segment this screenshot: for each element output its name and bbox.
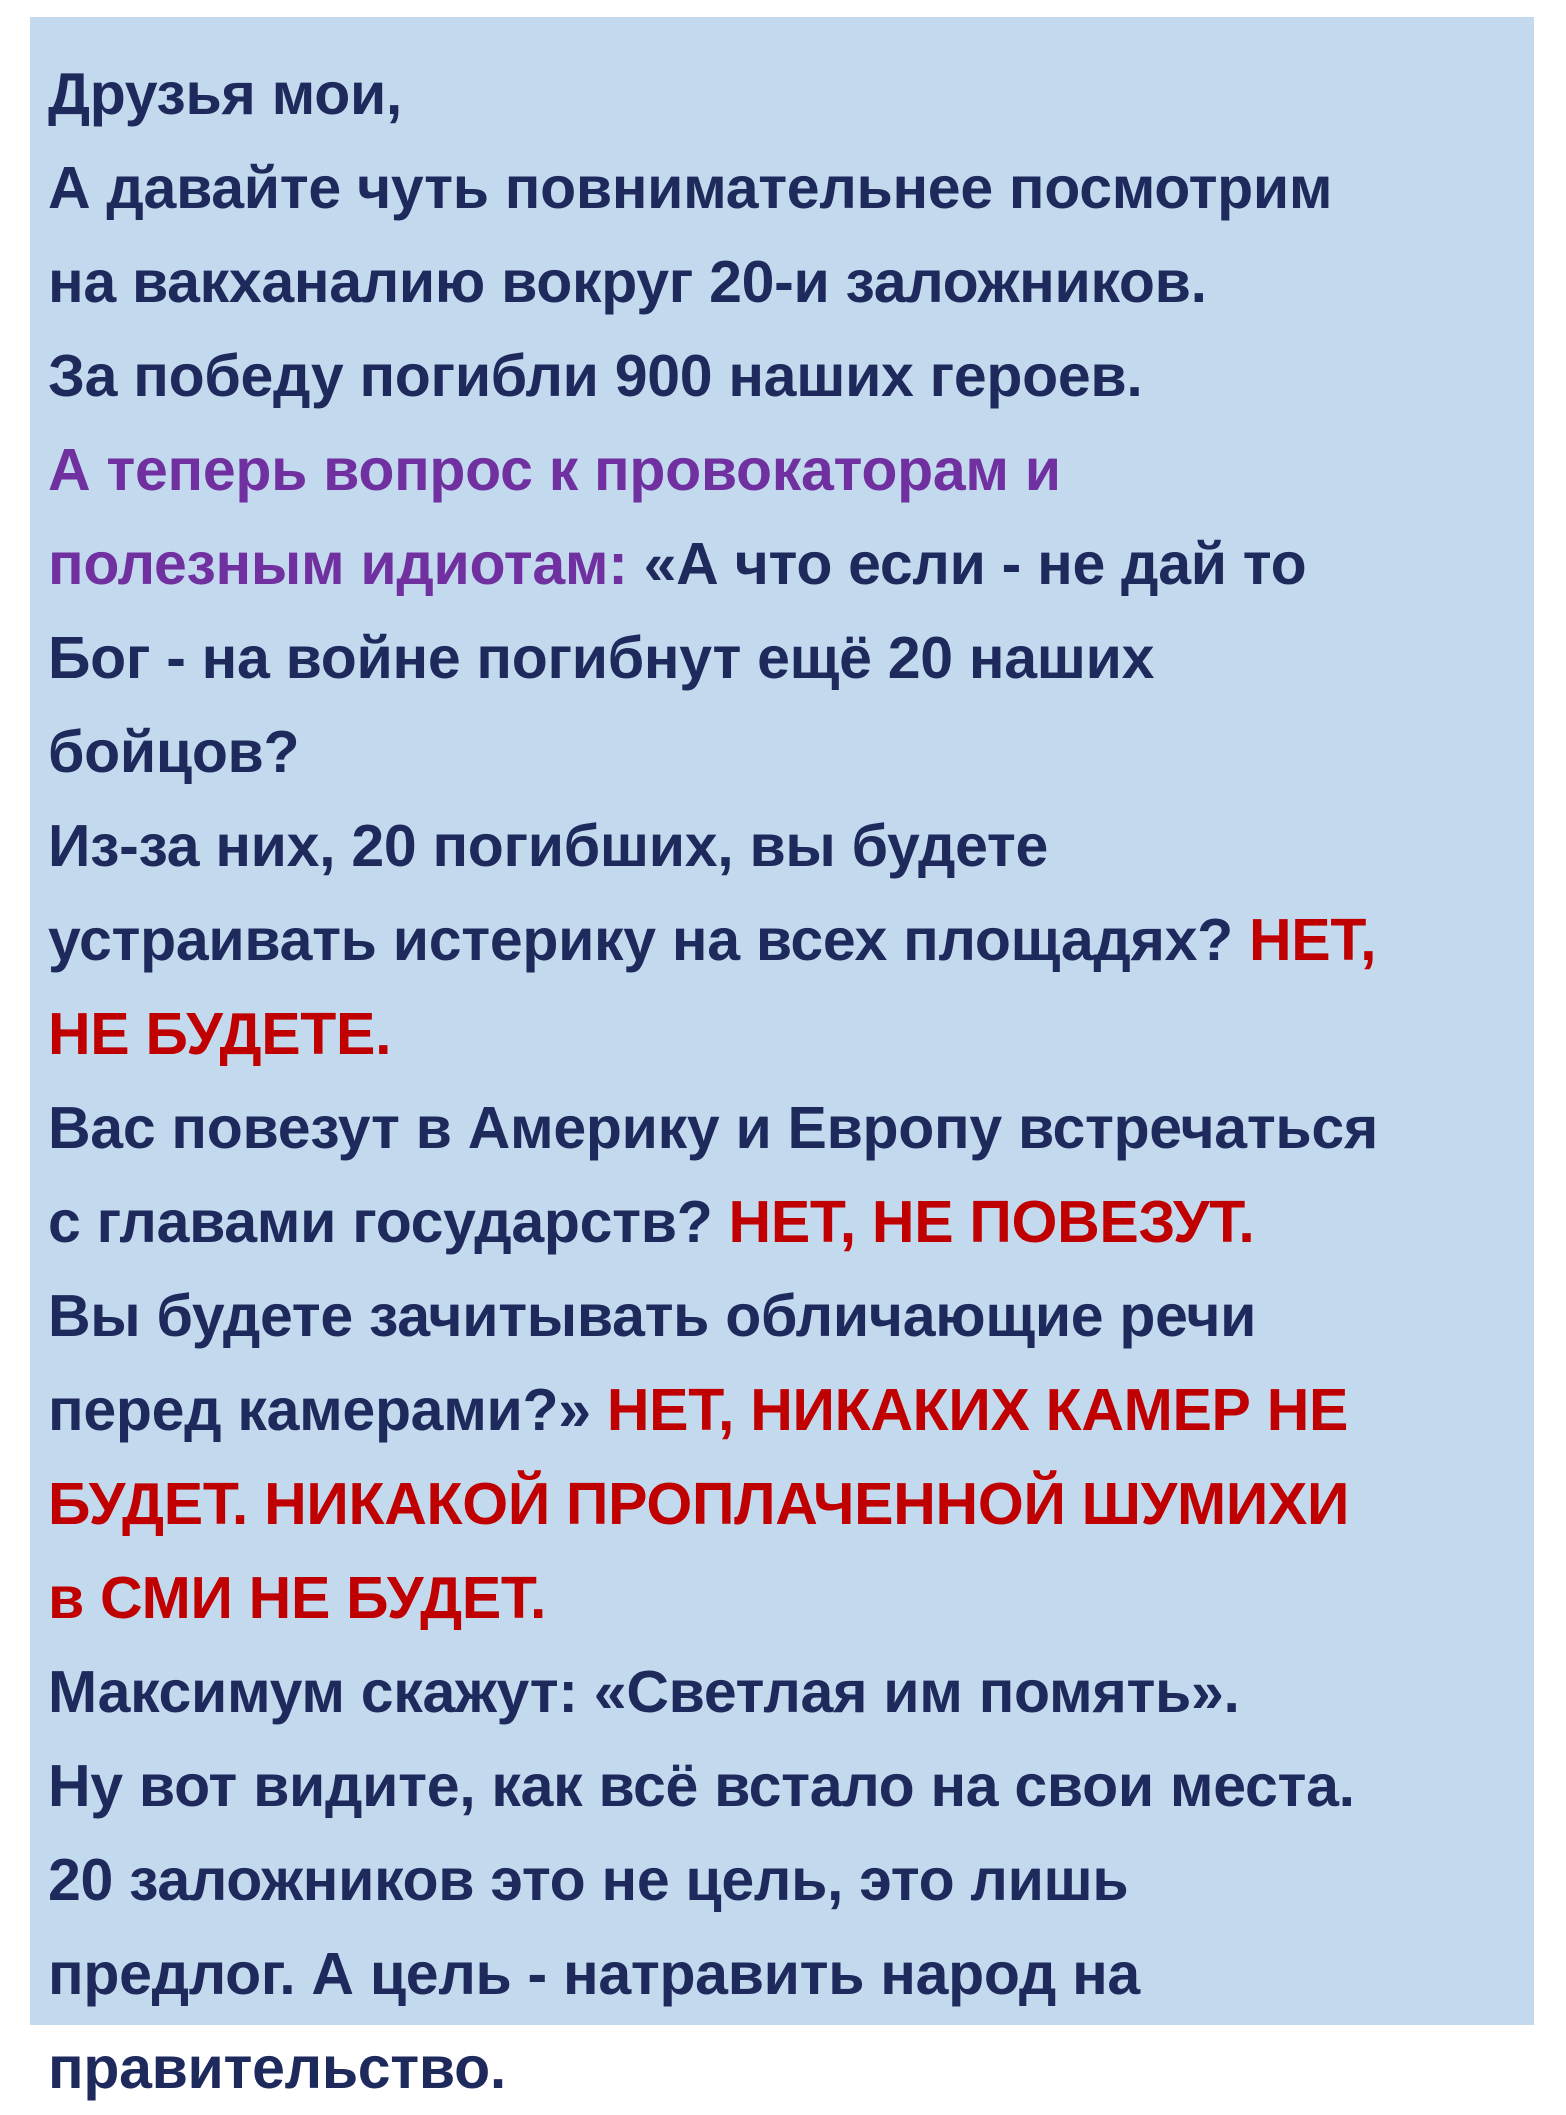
text-line (48, 1645, 1514, 1739)
text-line (48, 235, 1514, 329)
body-text: перед камерами?» (48, 1377, 607, 1443)
text-line (48, 141, 1514, 235)
body-text: За победу погибли 900 наших героев. (48, 343, 1143, 409)
text-line (48, 2021, 1514, 2115)
text-line (48, 1269, 1514, 1363)
message-text (48, 47, 1514, 2115)
body-text: Друзья мои, (48, 61, 403, 127)
text-line (48, 1175, 1514, 1269)
text-line (48, 517, 1514, 611)
text-line (48, 1363, 1514, 1457)
body-text: Максимум скажут: «Светлая им помять». (48, 1659, 1240, 1725)
body-text: бойцов? (48, 719, 300, 785)
body-text: с главами государств? (48, 1189, 729, 1255)
text-line (48, 799, 1514, 893)
emphasis-text: НЕ БУДЕТЕ. (48, 1001, 392, 1067)
body-text: предлог. А цель - натравить народ на (48, 1941, 1140, 2007)
text-line (48, 893, 1514, 987)
body-text: Вы будете зачитывать обличающие речи (48, 1283, 1257, 1349)
text-line (48, 47, 1514, 141)
emphasis-text: НЕТ, НИКАКИХ КАМЕР НЕ (606, 1377, 1349, 1443)
text-line (48, 705, 1514, 799)
highlight-text: А теперь вопрос к провокаторам и (48, 437, 1061, 503)
emphasis-text: НЕТ, (1248, 907, 1377, 973)
text-line (48, 611, 1514, 705)
emphasis-text: НЕТ, НЕ ПОВЕЗУТ. (728, 1189, 1255, 1255)
body-text: на вакханалию вокруг 20-и заложников. (48, 249, 1207, 315)
text-line (48, 987, 1514, 1081)
text-line (48, 423, 1514, 517)
highlight-text: полезным идиотам: (48, 531, 644, 597)
text-line (48, 1739, 1514, 1833)
emphasis-text: в СМИ НЕ БУДЕТ. (48, 1565, 547, 1631)
body-text: «А что если - не дай то (643, 531, 1307, 597)
body-text: Бог - на войне погибнут ещё 20 наших (48, 625, 1155, 691)
body-text: 20 заложников это не цель, это лишь (48, 1847, 1129, 1913)
body-text: устраивать истерику на всех площадях? (48, 907, 1249, 973)
body-text: А давайте чуть повнимательнее посмотрим (48, 155, 1333, 221)
emphasis-text: БУДЕТ. НИКАКОЙ ПРОПЛАЧЕННОЙ ШУМИХИ (48, 1471, 1350, 1537)
text-line (48, 1081, 1514, 1175)
body-text: Из-за них, 20 погибших, вы будете (48, 813, 1049, 879)
text-line (48, 1457, 1514, 1551)
text-line (48, 329, 1514, 423)
text-panel (30, 17, 1534, 2101)
body-text: правительство. (48, 2035, 506, 2101)
body-text: Ну вот видите, как всё встало на свои места. (48, 1753, 1355, 1819)
text-line (48, 1927, 1514, 2021)
text-line (48, 1833, 1514, 1927)
body-text: Вас повезут в Америку и Европу встречаться (48, 1095, 1379, 1161)
text-line (48, 1551, 1514, 1645)
